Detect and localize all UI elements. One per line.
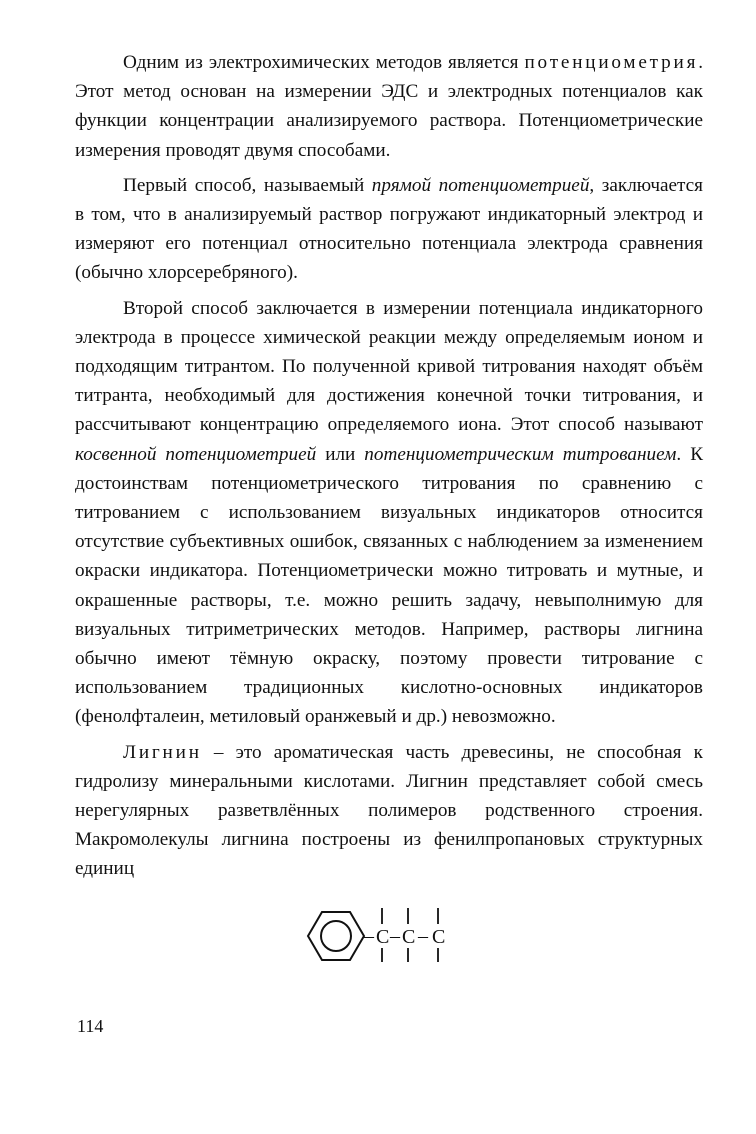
benzene-ring	[308, 912, 364, 960]
text-run: . Этот метод основан на измерении ЭДС и электродных потенциалов как функции концентрации анализируемого раствора. Потенциометрические измерения проводят двумя способами.	[75, 52, 703, 161]
carbon-3: C	[432, 926, 446, 948]
bond-dash-2: –	[390, 925, 400, 947]
text-run: Одним из электрохимических методов является	[123, 52, 525, 73]
italic-term: потенциометрическим титрованием	[364, 443, 677, 465]
paragraph	[75, 294, 703, 732]
benzene-hexagon	[308, 912, 364, 960]
carbon-1: C	[376, 926, 390, 948]
text-run: или	[316, 443, 365, 465]
text-run: Первый способ, называемый	[123, 174, 372, 196]
page-number: 114	[77, 1016, 104, 1036]
bond-dash-3: –	[418, 925, 428, 947]
text-run: , заключается в том, что в анализируемый раствор погружают индикаторный электрод и измеряют его потенциал относительно потенциала электрода сравнения (обычно хлорсеребряного).	[75, 174, 704, 284]
body-text	[75, 48, 703, 884]
paragraph	[75, 738, 703, 884]
italic-term: косвенной потенциометрией	[75, 443, 317, 465]
text-run: . К достоинствам потенциометрического титрования по сравнению с титрованием с использованием визуальных индикаторов относится отсутствие субъективных ошибок, связанных с наблюдением за изменением окраски индикатора. Потенциометрически можно титровать и мутные, и окрашенные растворы, т.е. можно решить задачу, невыполнимую для визуальных титриметрических методов. Например, растворы лигнина обычно имеют тёмную окраску, поэтому провести титрование с использованием традиционных кислотно-основных индикаторов (фенолфталеин, метиловый оранжевый и др.) невозможно.	[75, 443, 703, 728]
paragraph	[75, 171, 703, 288]
spaced-term: Лигнин	[123, 741, 202, 763]
paragraph	[75, 48, 703, 165]
propane-chain	[363, 925, 445, 948]
text-run: Второй способ заключается в измерении потенциала индикаторного электрода в процессе химической реакции между определяемым ионом и подходящим титрантом. По полученной кривой титрования находят объём титранта, необходимый для достижения конечной точки титрования, и рассчитывают концентрацию определяемого иона. Этот способ называют	[75, 297, 703, 436]
text-run: – это ароматическая часть древесины, не способная к гидролизу минеральными кислотами. Лигнин представляет собой смесь нерегулярных разветвлённых полимеров родственного строения. Макромолекулы лигнина построены из фенилпропановых структурных единиц	[75, 741, 703, 880]
bond-dash-1: –	[364, 925, 374, 947]
italic-term: прямой потенциометрией	[371, 174, 590, 196]
spaced-term: потенциометрия	[524, 52, 699, 73]
carbon-2: C	[402, 926, 416, 948]
phenylpropane-structure-formula	[300, 898, 470, 968]
benzene-aromatic-circle	[321, 921, 351, 951]
